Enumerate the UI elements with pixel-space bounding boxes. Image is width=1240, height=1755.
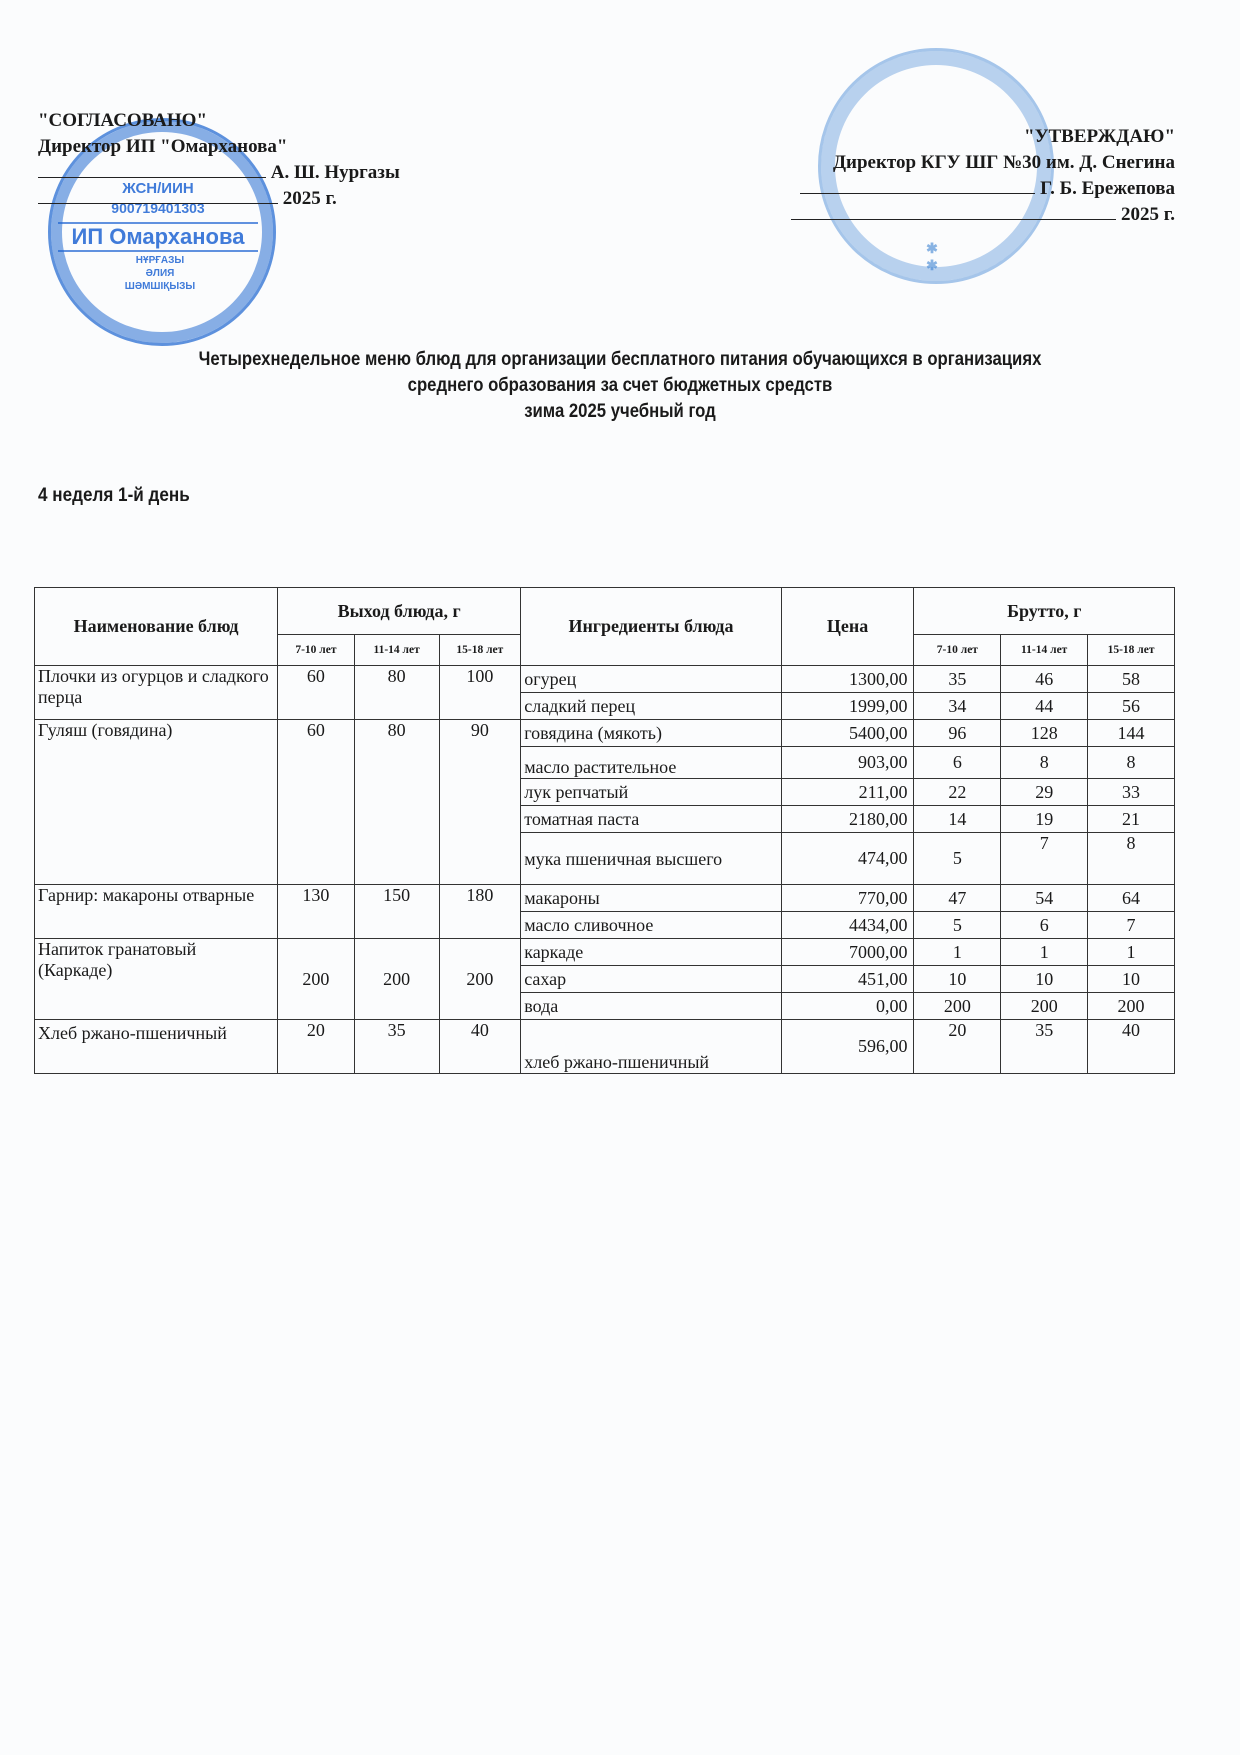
brutto-11-14: 200: [1001, 993, 1088, 1020]
brutto-7-10: 20: [914, 1020, 1001, 1074]
brutto-15-18: 33: [1088, 779, 1175, 806]
output-11-14: 150: [354, 885, 439, 939]
approval-right-heading: "УТВЕРЖДАЮ": [1024, 126, 1175, 147]
brutto-15-18: 56: [1088, 693, 1175, 720]
stamp-left-id-label: ЖСН/ИИН: [122, 180, 194, 197]
approval-left-name: А. Ш. Нургазы: [270, 162, 400, 183]
brutto-11-14: 46: [1001, 666, 1088, 693]
output-7-10: 200: [278, 939, 355, 1020]
approval-right-name: Г. Б. Ережепова: [1040, 178, 1175, 199]
output-7-10: 60: [278, 666, 355, 720]
output-7-10: 60: [278, 720, 355, 885]
output-15-18: 90: [439, 720, 521, 885]
ingredient-name: сахар: [521, 966, 781, 993]
header-output-age-11-14: 11-14 лет: [354, 635, 439, 666]
brutto-7-10: 96: [914, 720, 1001, 747]
brutto-7-10: 47: [914, 885, 1001, 912]
stamp-left-owner-3: ШӘМШІҚЫЗЫ: [124, 281, 196, 292]
brutto-15-18: 7: [1088, 912, 1175, 939]
ingredient-price: 770,00: [781, 885, 914, 912]
brutto-11-14: 54: [1001, 885, 1088, 912]
output-11-14: 80: [354, 720, 439, 885]
brutto-15-18: 21: [1088, 806, 1175, 833]
signature-line: [800, 193, 1035, 194]
brutto-7-10: 22: [914, 779, 1001, 806]
ingredient-name: каркаде: [521, 939, 781, 966]
header-brutto: Брутто, г: [914, 588, 1175, 635]
brutto-15-18: 1: [1088, 939, 1175, 966]
output-15-18: 40: [439, 1020, 521, 1074]
header-output-age-15-18: 15-18 лет: [439, 635, 521, 666]
brutto-11-14: 128: [1001, 720, 1088, 747]
ingredient-price: 1300,00: [781, 666, 914, 693]
ingredient-name: мука пшеничная высшего: [521, 833, 781, 885]
ingredient-price: 451,00: [781, 966, 914, 993]
document-title-line3: зима 2025 учебный год: [524, 401, 716, 422]
ingredient-price: 1999,00: [781, 693, 914, 720]
output-11-14: 35: [354, 1020, 439, 1074]
document-title-line1: Четырехнедельное меню блюд для организации бесплатного питания обучающихся в организациях: [198, 349, 1042, 370]
ingredient-name: макароны: [521, 885, 781, 912]
brutto-7-10: 5: [914, 833, 1001, 885]
ingredient-name: вода: [521, 993, 781, 1020]
brutto-7-10: 34: [914, 693, 1001, 720]
table-row: [35, 1020, 1175, 1074]
approval-right-signature-line: [800, 176, 1175, 201]
table-row: [35, 885, 1175, 912]
output-11-14: 80: [354, 666, 439, 720]
ingredient-name: огурец: [521, 666, 781, 693]
table-row: [35, 666, 1175, 693]
dish-name: Плочки из огурцов и сладкого перца: [35, 666, 278, 720]
stamp-left-owner-2: ӘЛИЯ: [145, 268, 175, 279]
ingredient-price: 211,00: [781, 779, 914, 806]
brutto-7-10: 5: [914, 912, 1001, 939]
brutto-15-18: 200: [1088, 993, 1175, 1020]
brutto-7-10: 35: [914, 666, 1001, 693]
header-output-age-7-10: 7-10 лет: [278, 635, 355, 666]
header-dish: Наименование блюд: [35, 588, 278, 666]
header-brutto-age-11-14: 11-14 лет: [1001, 635, 1088, 666]
ingredient-price: 596,00: [781, 1020, 914, 1074]
brutto-7-10: 200: [914, 993, 1001, 1020]
stamp-right-star-icon: ✱ ✱: [926, 240, 938, 273]
header-price: Цена: [781, 588, 914, 666]
header-ingredients: Ингредиенты блюда: [521, 588, 781, 666]
approval-left-heading: "СОГЛАСОВАНО": [38, 110, 208, 131]
approval-left-position: Директор ИП "Омарханова": [38, 136, 288, 157]
brutto-11-14: 8: [1001, 747, 1088, 779]
ingredient-price: 2180,00: [781, 806, 914, 833]
ingredient-price: 0,00: [781, 993, 914, 1020]
brutto-11-14: 1: [1001, 939, 1088, 966]
ingredient-price: 903,00: [781, 747, 914, 779]
day-label: 4 неделя 1-й день: [38, 485, 190, 506]
brutto-15-18: 58: [1088, 666, 1175, 693]
output-7-10: 20: [278, 1020, 355, 1074]
menu-table: [34, 587, 1175, 1074]
brutto-15-18: 8: [1088, 833, 1175, 885]
brutto-11-14: 44: [1001, 693, 1088, 720]
dish-name: Гуляш (говядина): [35, 720, 278, 885]
ingredient-name: хлеб ржано-пшеничный: [521, 1020, 781, 1074]
brutto-7-10: 10: [914, 966, 1001, 993]
ingredient-name: сладкий перец: [521, 693, 781, 720]
approval-right-position: Директор КГУ ШГ №30 им. Д. Снегина: [832, 152, 1175, 173]
signature-line: [38, 177, 266, 178]
brutto-7-10: 14: [914, 806, 1001, 833]
ingredient-name: говядина (мякоть): [521, 720, 781, 747]
output-15-18: 180: [439, 885, 521, 939]
table-row: [35, 720, 1175, 747]
brutto-15-18: 144: [1088, 720, 1175, 747]
brutto-15-18: 64: [1088, 885, 1175, 912]
document-title-line2: среднего образования за счет бюджетных средств: [407, 375, 833, 396]
approval-right-date-line: [791, 202, 1175, 227]
ingredient-name: лук репчатый: [521, 779, 781, 806]
header-brutto-age-7-10: 7-10 лет: [914, 635, 1001, 666]
output-11-14: 200: [354, 939, 439, 1020]
brutto-15-18: 10: [1088, 966, 1175, 993]
approval-right-year: 2025 г.: [1121, 204, 1175, 225]
dish-name: Хлеб ржано-пшеничный: [35, 1020, 278, 1074]
brutto-11-14: 7: [1001, 833, 1088, 885]
brutto-11-14: 6: [1001, 912, 1088, 939]
approval-left-year: 2025 г.: [282, 188, 337, 209]
date-line: [791, 219, 1116, 220]
brutto-15-18: 8: [1088, 747, 1175, 779]
ingredient-name: масло сливочное: [521, 912, 781, 939]
ingredient-name: томатная паста: [521, 806, 781, 833]
brutto-11-14: 19: [1001, 806, 1088, 833]
table-row: [35, 939, 1175, 966]
brutto-7-10: 6: [914, 747, 1001, 779]
header-brutto-age-15-18: 15-18 лет: [1088, 635, 1175, 666]
dish-name: Напиток гранатовый (Каркаде): [35, 939, 278, 1020]
approval-left-date-line: [38, 186, 337, 211]
brutto-7-10: 1: [914, 939, 1001, 966]
stamp-left-id-number: 900719401303: [111, 200, 205, 216]
stamp-left-owner-1: НҰРҒАЗЫ: [135, 255, 185, 266]
stamp-left-org: ИП Омарханова: [58, 222, 258, 252]
ingredient-price: 7000,00: [781, 939, 914, 966]
ingredient-name: масло растительное: [521, 747, 781, 779]
ingredient-price: 474,00: [781, 833, 914, 885]
output-7-10: 130: [278, 885, 355, 939]
output-15-18: 100: [439, 666, 521, 720]
brutto-15-18: 40: [1088, 1020, 1175, 1074]
brutto-11-14: 29: [1001, 779, 1088, 806]
dish-name: Гарнир: макароны отварные: [35, 885, 278, 939]
ingredient-price: 4434,00: [781, 912, 914, 939]
approval-left-signature-line: [38, 160, 400, 185]
output-15-18: 200: [439, 939, 521, 1020]
brutto-11-14: 35: [1001, 1020, 1088, 1074]
ingredient-price: 5400,00: [781, 720, 914, 747]
header-output: Выход блюда, г: [278, 588, 521, 635]
brutto-11-14: 10: [1001, 966, 1088, 993]
date-line: [38, 203, 278, 204]
